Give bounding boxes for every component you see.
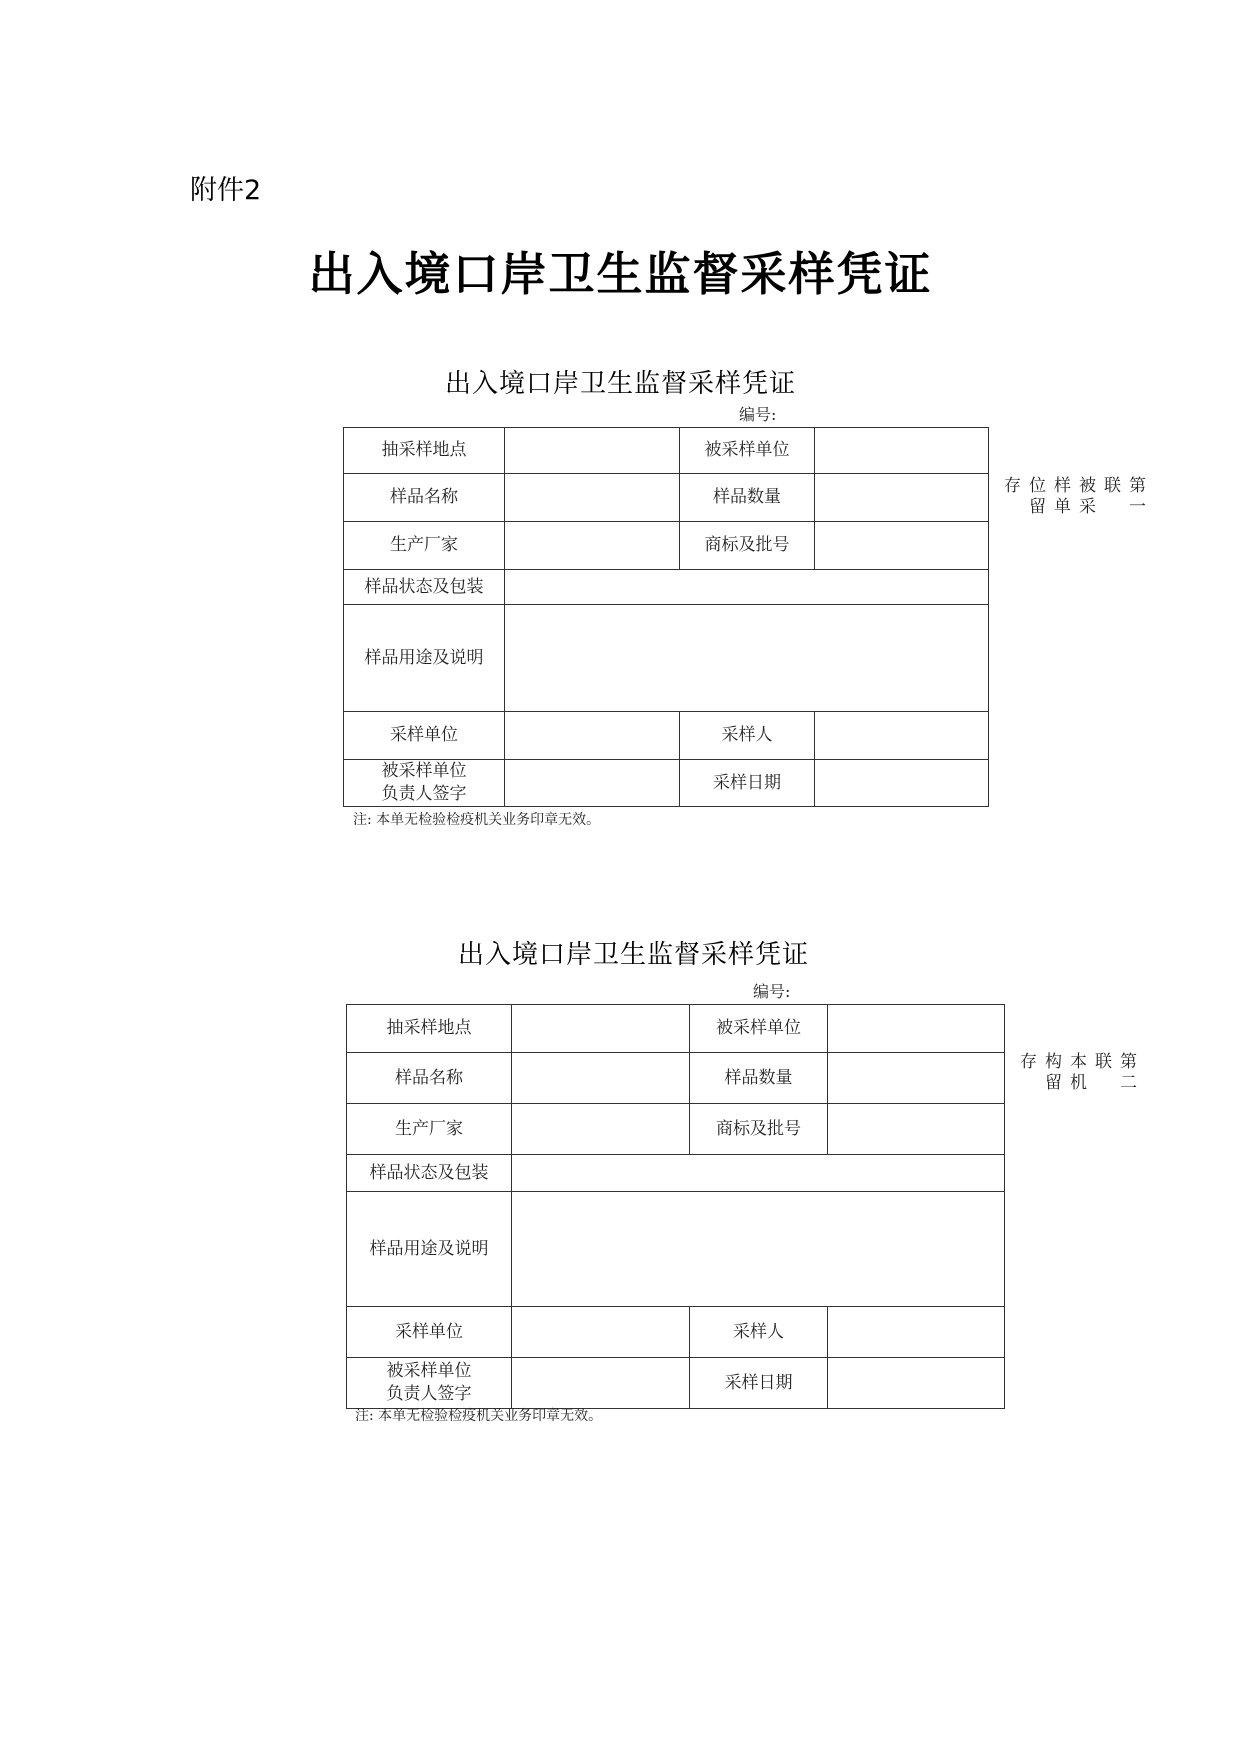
field-label: 采样单位 (347, 1307, 512, 1358)
attachment-label: 附件2 (190, 175, 262, 206)
page-title: 出入境口岸卫生监督采样凭证 (308, 247, 933, 301)
serial-number-label: 编号: (753, 982, 791, 1001)
signature-label-line1: 被采样单位 (386, 1361, 472, 1382)
table-row (347, 1307, 1005, 1358)
signature-label-line1: 被采样单位 (381, 761, 467, 782)
table-row (344, 474, 989, 522)
form-note: 注: 本单无检验检疫机关业务印章无效。 (353, 812, 601, 828)
field-label: 采样日期 (680, 760, 815, 807)
field-label: 被采样单位 (680, 428, 815, 474)
sample-name-field[interactable] (505, 474, 680, 522)
table-row (344, 760, 989, 807)
copy-retention-label: 第一联 被采样单位留存 (1000, 476, 1145, 518)
table-row (347, 1005, 1005, 1053)
field-label: 样品状态及包装 (347, 1155, 512, 1192)
sampling-date-field[interactable] (828, 1358, 1005, 1409)
field-label: 被采样单位 (690, 1005, 828, 1053)
sampler-field[interactable] (815, 712, 989, 760)
field-label: 样品名称 (344, 474, 505, 522)
sample-name-field[interactable] (512, 1053, 690, 1104)
signature-field[interactable] (505, 760, 680, 807)
field-label: 样品用途及说明 (344, 605, 505, 712)
usage-description-field[interactable] (512, 1192, 1005, 1307)
field-label (344, 760, 505, 807)
field-label: 抽采样地点 (344, 428, 505, 474)
sample-quantity-field[interactable] (828, 1053, 1005, 1104)
table-row (344, 605, 989, 712)
serial-number-label: 编号: (739, 405, 777, 424)
table-row (344, 712, 989, 760)
sampled-unit-field[interactable] (828, 1005, 1005, 1053)
table-row (347, 1104, 1005, 1155)
field-label: 抽采样地点 (347, 1005, 512, 1053)
field-label: 采样人 (690, 1307, 828, 1358)
field-label: 生产厂家 (347, 1104, 512, 1155)
voucher-table (343, 427, 989, 807)
table-row (344, 570, 989, 605)
field-label: 商标及批号 (680, 522, 815, 570)
sample-quantity-field[interactable] (815, 474, 989, 522)
field-label: 生产厂家 (344, 522, 505, 570)
table-row (344, 428, 989, 474)
field-label: 样品名称 (347, 1053, 512, 1104)
form-title: 出入境口岸卫生监督采样凭证 (444, 369, 796, 399)
signature-field[interactable] (512, 1358, 690, 1409)
manufacturer-field[interactable] (512, 1104, 690, 1155)
usage-description-field[interactable] (505, 605, 989, 712)
brand-batch-field[interactable] (815, 522, 989, 570)
sampling-unit-field[interactable] (512, 1307, 690, 1358)
table-row (347, 1053, 1005, 1104)
table-row (347, 1358, 1005, 1409)
signature-label-line2: 负责人签字 (386, 1384, 472, 1404)
form-note: 注: 本单无检验检疫机关业务印章无效。 (355, 1408, 603, 1424)
field-label: 采样人 (680, 712, 815, 760)
state-packaging-field[interactable] (505, 570, 989, 605)
copy-retention-label: 第二联 本机构留存 (1016, 1052, 1136, 1094)
field-label: 商标及批号 (690, 1104, 828, 1155)
field-label: 样品状态及包装 (344, 570, 505, 605)
manufacturer-field[interactable] (505, 522, 680, 570)
sampling-unit-field[interactable] (505, 712, 680, 760)
field-label (347, 1358, 512, 1409)
sampling-site-field[interactable] (505, 428, 680, 474)
table-row (344, 522, 989, 570)
sampled-unit-field[interactable] (815, 428, 989, 474)
sampler-field[interactable] (828, 1307, 1005, 1358)
brand-batch-field[interactable] (828, 1104, 1005, 1155)
signature-label-line2: 负责人签字 (381, 784, 467, 804)
form-title: 出入境口岸卫生监督采样凭证 (457, 940, 809, 970)
field-label: 样品数量 (690, 1053, 828, 1104)
voucher-table (346, 1004, 1005, 1409)
sampling-date-field[interactable] (815, 760, 989, 807)
field-label: 采样单位 (344, 712, 505, 760)
state-packaging-field[interactable] (512, 1155, 1005, 1192)
field-label: 样品数量 (680, 474, 815, 522)
table-row (347, 1192, 1005, 1307)
field-label: 采样日期 (690, 1358, 828, 1409)
field-label: 样品用途及说明 (347, 1192, 512, 1307)
sampling-site-field[interactable] (512, 1005, 690, 1053)
table-row (347, 1155, 1005, 1192)
